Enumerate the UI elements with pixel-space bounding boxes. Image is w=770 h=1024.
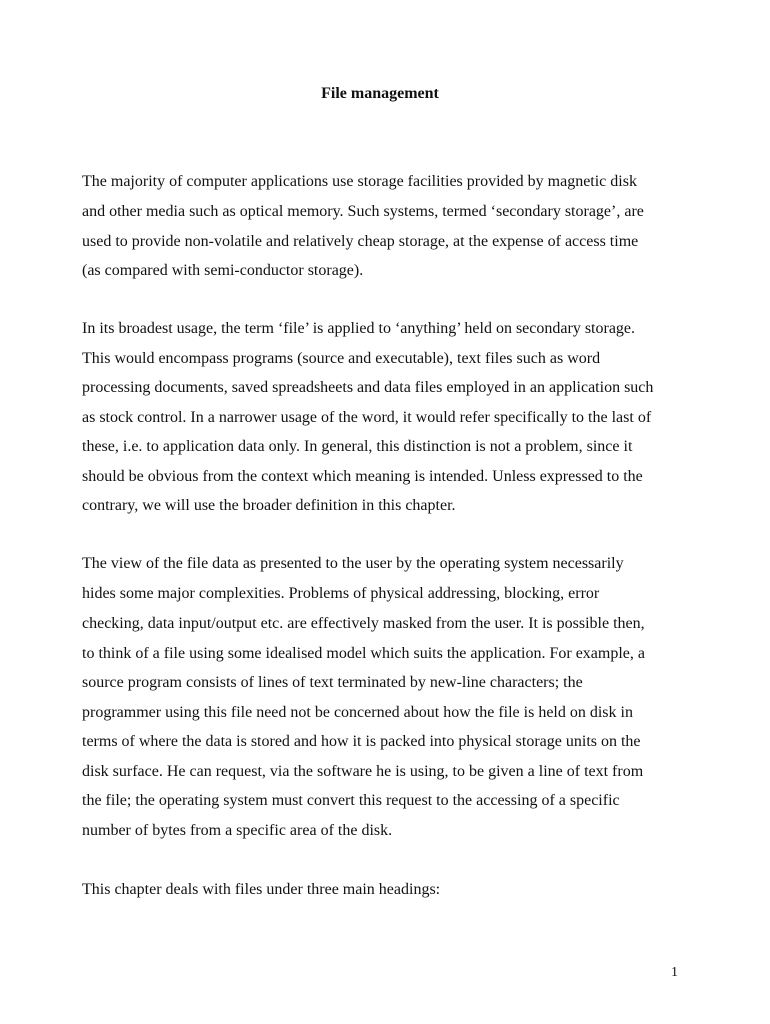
text-line: as stock control. In a narrower usage of the word, it would refer specifically to the last of [82,409,652,426]
text-line: (as compared with semi-conductor storage). [82,262,364,279]
text-line: In its broadest usage, the term ‘file’ is applied to ‘anything’ held on secondary storage. [82,320,636,337]
text-line: checking, data input/output etc. are effectively masked from the user. It is possible then, [82,615,645,632]
text-line: processing documents, saved spreadsheets and data files employed in an application such [82,379,654,396]
text-line: terms of where the data is stored and how it is packed into physical storage units on the [82,733,641,750]
text-line: The view of the file data as presented to the user by the operating system necessarily [82,555,624,572]
text-line: the file; the operating system must convert this request to the accessing of a specific [82,792,620,809]
text-line: hides some major complexities. Problems of physical addressing, blocking, error [82,585,600,602]
text-line: source program consists of lines of text terminated by new-line characters; the [82,674,583,691]
text-line: these, i.e. to application data only. In general, this distinction is not a problem, since it [82,438,633,455]
text-line: should be obvious from the context which meaning is intended. Unless expressed to the [82,468,643,485]
text-line: and other media such as optical memory. Such systems, termed ‘secondary storage’, are [82,203,644,220]
text-line: This chapter deals with files under three main headings: [82,881,441,898]
text-line: contrary, we will use the broader definition in this chapter. [82,497,456,514]
text-line: used to provide non-volatile and relatively cheap storage, at the expense of access time [82,233,639,250]
text-line: This would encompass programs (source and executable), text files such as word [82,350,601,367]
text-line: to think of a file using some idealised model which suits the application. For example, a [82,645,645,662]
page-title: File management [321,85,439,102]
page-number: 1 [671,965,678,980]
text-line: disk surface. He can request, via the software he is using, to be given a line of text from [82,763,644,780]
text-line: programmer using this file need not be concerned about how the file is held on disk in [82,704,633,721]
text-line: The majority of computer applications use storage facilities provided by magnetic disk [82,173,637,190]
text-line: number of bytes from a specific area of the disk. [82,822,393,839]
